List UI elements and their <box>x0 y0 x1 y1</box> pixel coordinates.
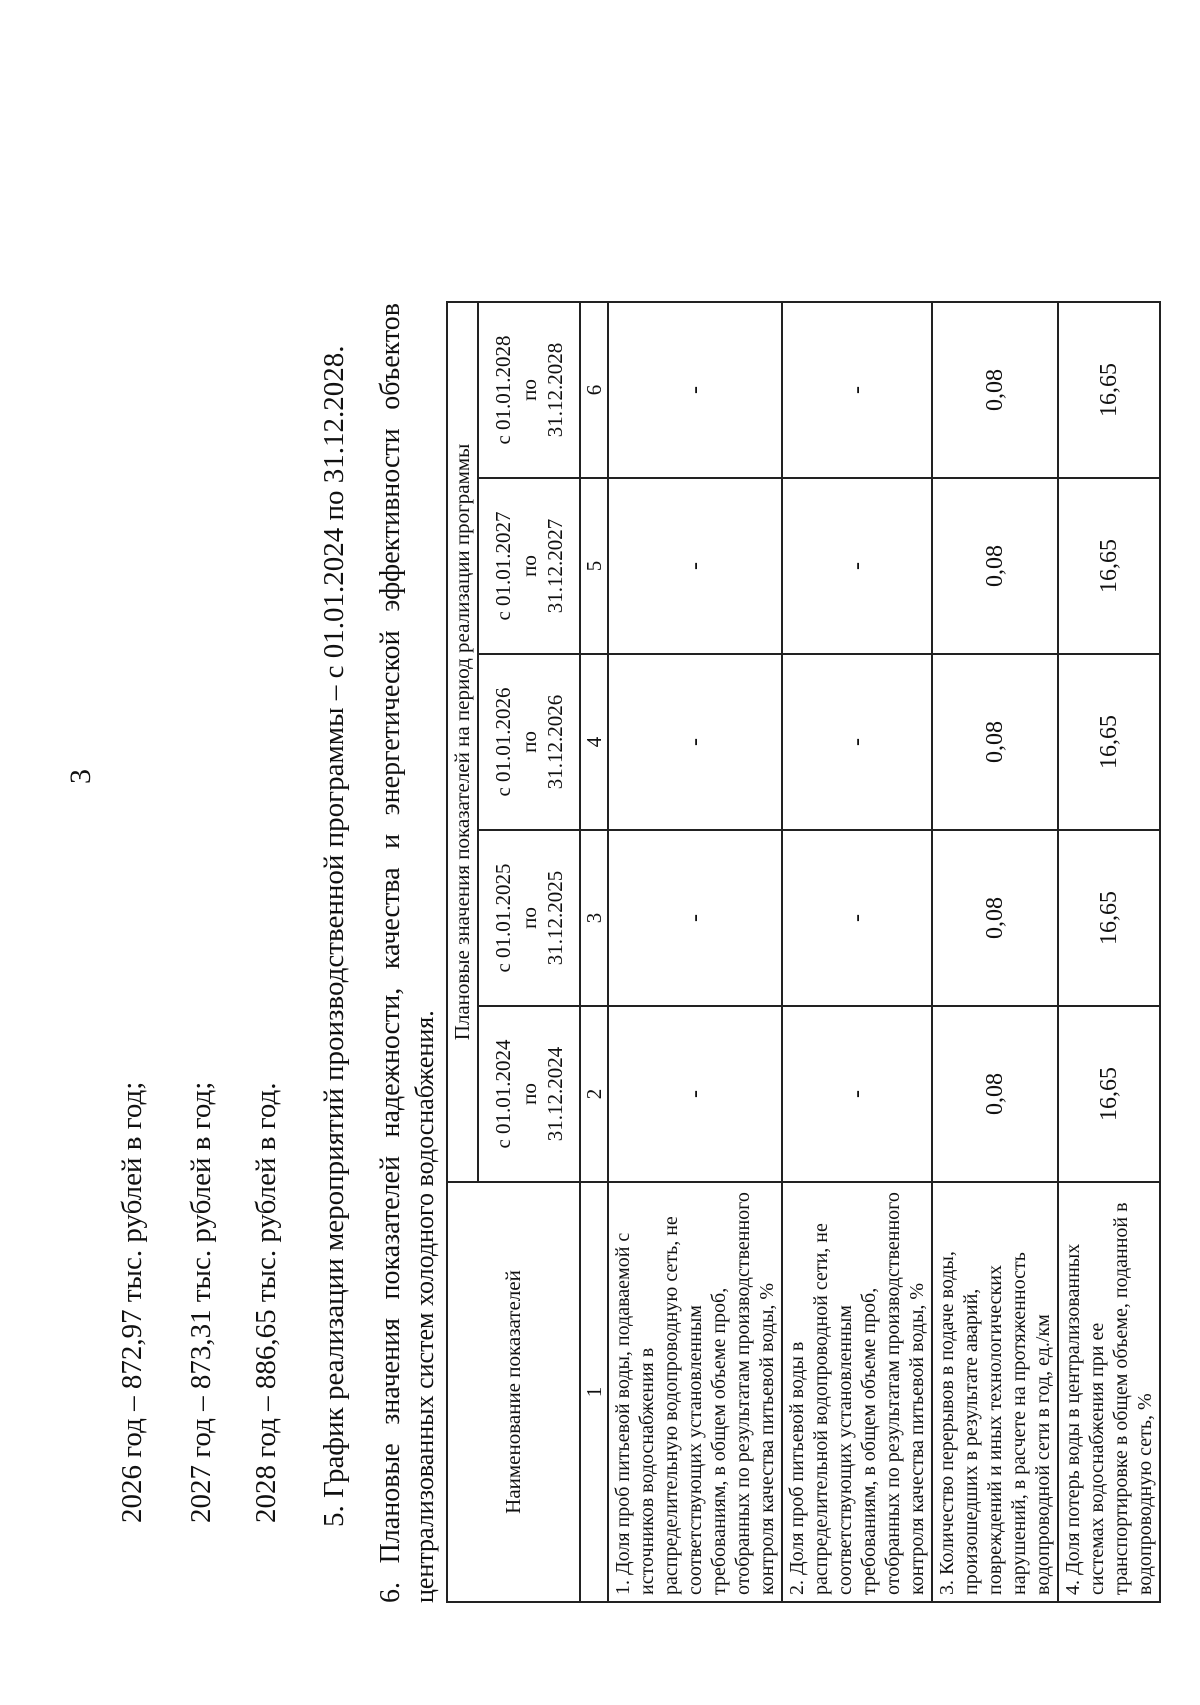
indicator-value: 16,65 <box>1058 1006 1160 1182</box>
column-number: 2 <box>580 1006 608 1182</box>
table-header-row <box>447 302 478 1602</box>
table-row <box>1058 302 1160 1602</box>
indicator-value: - <box>782 302 932 478</box>
header-period <box>478 302 580 478</box>
indicator-value: - <box>608 478 782 654</box>
indicator-value: 16,65 <box>1058 830 1160 1006</box>
indicators-table <box>446 301 1161 1603</box>
indicator-value: 16,65 <box>1058 478 1160 654</box>
indicator-value: 0,08 <box>932 1006 1058 1182</box>
amount-2028: 2028 год – 886,65 тыс. рублей в год. <box>250 1082 282 1523</box>
header-period <box>478 830 580 1006</box>
header-period <box>478 654 580 830</box>
column-number: 4 <box>580 654 608 830</box>
indicator-value: - <box>608 1006 782 1182</box>
indicator-value: 0,08 <box>932 830 1058 1006</box>
header-planned-values: Плановые значения показателей на период реализации программы <box>447 302 478 1182</box>
header-period <box>478 1006 580 1182</box>
indicator-value: 16,65 <box>1058 302 1160 478</box>
period-word: по <box>517 907 541 929</box>
indicator-value: 16,65 <box>1058 654 1160 830</box>
period-to: 31.12.2024 <box>543 1046 567 1142</box>
indicator-value: - <box>782 830 932 1006</box>
section-5-schedule: 5. График реализации мероприятий производственной программы – с 01.01.2024 по 31.12.2028. <box>318 345 350 1527</box>
table-row <box>932 302 1058 1602</box>
page-number: 3 <box>64 769 97 784</box>
period-from: с 01.01.2024 <box>491 1039 515 1149</box>
period-to: 31.12.2027 <box>543 518 567 614</box>
period-from: с 01.01.2025 <box>491 863 515 973</box>
amount-2027: 2027 год – 873,31 тыс. рублей в год; <box>185 1081 217 1523</box>
indicator-name: 1. Доля проб питьевой воды, подаваемой с источников водоснабжения в распределительную водопроводную сеть, не соответствующих установленным требованиям, в общем объеме проб, отобранных по результатам производственного контроля качества питьевой воды, % <box>608 1182 782 1602</box>
period-from: с 01.01.2026 <box>491 687 515 797</box>
indicator-value: 0,08 <box>932 302 1058 478</box>
indicator-name: 2. Доля проб питьевой воды в распределительной водопроводной сети, не соответствующих установленным требованиям, в общем объеме проб, отобранных по результатам производственного контроля качества питьевой воды, % <box>782 1182 932 1602</box>
indicator-value: - <box>608 654 782 830</box>
period-word: по <box>517 1083 541 1105</box>
period-word: по <box>517 731 541 753</box>
header-indicator-name: Наименование показателей <box>447 1182 580 1602</box>
indicator-value: - <box>782 1006 932 1182</box>
indicator-value: 0,08 <box>932 654 1058 830</box>
period-from: с 01.01.2028 <box>491 335 515 445</box>
indicator-name: 4. Доля потерь воды в централизованных системах водоснабжения при ее транспортировке в общем объеме, поданной в водопроводную сеть, % <box>1058 1182 1160 1602</box>
section-6-heading-continued: централизованных систем холодного водоснабжения. <box>410 1010 439 1603</box>
period-word: по <box>517 379 541 401</box>
table-row <box>608 302 782 1602</box>
period-to: 31.12.2028 <box>543 342 567 438</box>
header-period <box>478 478 580 654</box>
column-number-row <box>580 302 608 1602</box>
indicator-name: 3. Количество перерывов в подаче воды, произошедших в результате аварий, повреждений и иных технологических нарушений, в расчете на протяженность водопроводной сети в год, ед./км <box>932 1182 1058 1602</box>
section-6-heading: 6. Плановые значения показателей надежности, качества и энергетической эффективности объектов <box>375 303 406 1603</box>
indicator-value: - <box>608 302 782 478</box>
column-number: 3 <box>580 830 608 1006</box>
column-number: 5 <box>580 478 608 654</box>
indicator-value: - <box>782 654 932 830</box>
indicator-value: 0,08 <box>932 478 1058 654</box>
period-to: 31.12.2026 <box>543 694 567 790</box>
indicator-value: - <box>608 830 782 1006</box>
table-row <box>782 302 932 1602</box>
indicator-value: - <box>782 478 932 654</box>
column-number: 1 <box>580 1182 608 1602</box>
period-word: по <box>517 555 541 577</box>
period-from: с 01.01.2027 <box>491 511 515 621</box>
period-to: 31.12.2025 <box>543 870 567 966</box>
column-number: 6 <box>580 302 608 478</box>
amount-2026: 2026 год – 872,97 тыс. рублей в год; <box>116 1081 148 1523</box>
